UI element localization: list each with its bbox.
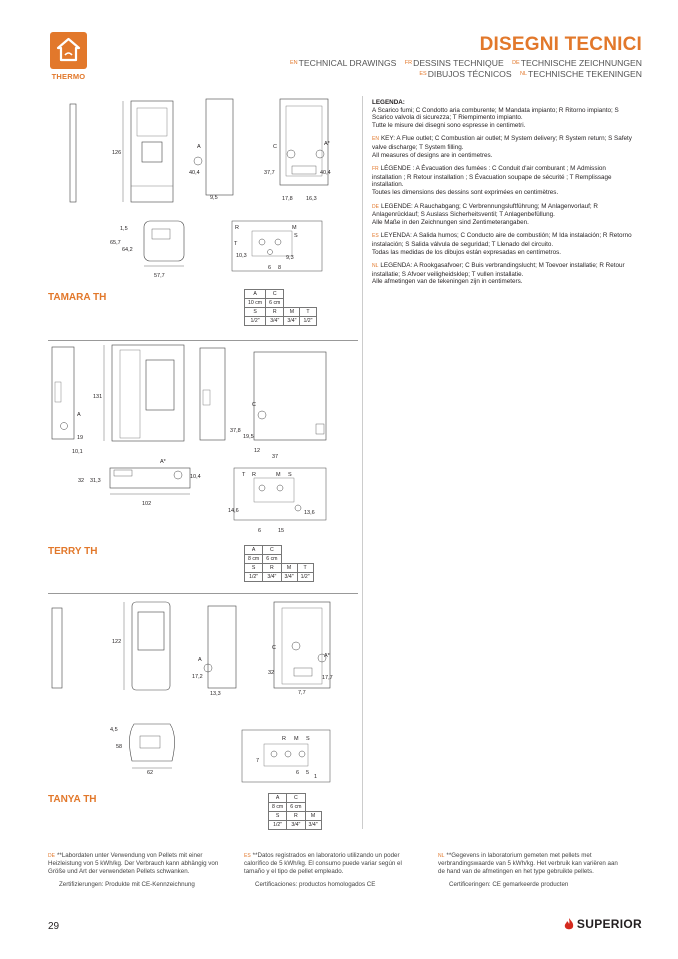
tanya-letter-m: M [294,736,299,742]
tamara-dim-c-offset: 17,8 [282,196,293,202]
tanya-dim-conn-c: 1 [314,774,318,780]
tanya-letter-s: S [306,736,310,742]
tanya-dim-conn-a: 6 [296,770,300,776]
house-icon [50,32,87,69]
tamara-dim-a-offset: 16,3 [306,196,317,202]
legend-title: LEGENDA: [372,99,405,106]
page-number: 29 [48,921,60,932]
tanya-dim-a: 17,2 [192,674,203,680]
tamara-letter-r: R [235,225,239,231]
tamara-dim-depth-body: 64,2 [122,247,133,253]
legend-de: DE LEGENDE: A Rauchabgang; C Verbrennungsluftführung; M Anlagenvorlauf; R Anlagenrücklauf; S Auslass Sicherheitsventil; T Anlagenbefüllung. Alle Maße in den Zeichnungen sind Zentimeterangaben. [372,202,598,226]
footnote-es: ES **Datos registrados en laboratorio utilizando un poder calorífico de 5 kWh/kg. El consumo puede variar según el tamaño y el tipo de pellet empleado. Certificaciones: productos homologados CE [244,852,402,889]
terry-dim-width: 102 [142,501,152,507]
legend-fr: FR LÉGENDE : A Évacuation des fumées : C Conduit d'air comburant ; M Admission installation ; R Retour installation ; S Évacuation soupape de sécurité ; T Remplissage installation. Toutes les dimensions des dessins sont exprimées en centimètres. [372,165,612,196]
tanya-drawings [48,596,358,786]
tamara-dim-c: 37,7 [264,170,275,176]
tanya-letter-r: R [282,736,286,742]
terry-letter-c: C [252,402,256,408]
tanya-dim-conn-b: 5 [306,770,310,776]
tamara-letter-s: S [294,233,298,239]
tanya-dim-a-star: 17,7 [322,675,333,681]
terry-dim-c: 37,8 [230,428,241,434]
subtitle-es: $^{ES}$DIBUJOS TÉCNICOS [419,68,512,79]
tamara-dim-height: 126 [112,150,122,156]
footnote-nl: NL **Gegevens in laboratorium gemeten met pellets met verbrandingswaarde van 5 kWh/kg. Het verbruik kan variëren aan de hand van de afmetingen en het type gebruikte pellets. Certificeringen: CE gemarkeerde producten [438,852,618,889]
tamara-dim-top: 1,5 [120,226,128,232]
terry-dim-a: 19 [77,435,84,441]
tamara-dim-a: 40,4 [189,170,200,176]
tanya-dim-c: 32 [268,670,275,676]
tamara-letter-c: C [273,144,277,150]
column-divider [362,96,363,829]
tamara-dim-t: 10,3 [236,253,247,259]
tanya-dim-depth-total: 58 [116,744,123,750]
terry-dim-depth-body: 31,3 [90,478,101,484]
tanya-dim-depth: 13,3 [210,691,221,697]
subtitle-de: $^{DE}$TECHNISCHE ZEICHNUNGEN [512,58,642,68]
terry-letter-s: S [288,472,292,478]
tanya-dim-conn-h: 7 [256,758,260,764]
terry-dim-a-star: 10,4 [190,474,201,480]
legend-es: ES LEYENDA: A Salida humos; C Conducto aire de combustión; M Ida instalación; R Retorno instalación; S Salida válvula de seguridad; T Llenado del circuito. Todas las medidas de los dibujos están expresadas en centímetros. [372,232,632,256]
terry-dim-side: 10,1 [72,449,83,455]
terry-dim-c-depth: 19,5 [243,434,254,440]
tamara-dim-s: 9,3 [286,255,294,261]
tanya-spec-table: A C 8 cm 6 cm S R M 1/2" 3/4" 3/4" [268,793,322,830]
terry-dim-conn-left: 14,6 [228,508,239,514]
tanya-letter-a: A [198,657,202,663]
terry-dim-conn-b: 15 [278,528,285,534]
tanya-dim-top: 4,5 [110,727,118,733]
tamara-dim-width: 57,7 [154,273,165,279]
terry-letter-r: R [252,472,256,478]
subtitle-list [242,58,642,79]
terry-dim-depth: 32 [78,478,85,484]
terry-letter-m: M [276,472,281,478]
tanya-dim-height: 122 [112,639,122,645]
subtitle-fr: $^{FR}$DESSINS TECHNIQUE [404,58,504,68]
tamara-dim-rm: 6 [268,265,272,271]
page-title: DISEGNI TECNICI [479,34,642,55]
terry-spec-table: A C 8 cm 6 cm S R M T 1/2" 3/4" 3/4" 1/2" [244,545,314,582]
legend-it-note: Tutte le misure dei disegni sono espresse in centimetri. [372,121,526,129]
subtitle-en: $^{EN}$TECHNICAL DRAWINGS [290,58,397,68]
model-name-tamara: TAMARA TH [48,292,107,303]
terry-dim-conn-right: 13,6 [304,510,315,516]
subtitle-nl: $^{NL}$TECHNISCHE TEKENINGEN [520,68,642,79]
model-name-terry: TERRY TH [48,546,98,557]
section-divider [48,340,358,341]
legend-nl: NL LEGENDA: A Rookgasafvoer; C Buis verbrandingslucht; M Toevoer installatie; R Retour installatie; S Afvoer veiligheidsklep; T vullen installatie. Alle afmetingen van de tekeningen zijn in centimeters. [372,262,625,286]
tamara-dim-depth-total: 65,7 [110,240,121,246]
tanya-dim-width: 62 [147,770,154,776]
tamara-letter-m: M [292,225,297,231]
tamara-letter-a-star: A* [324,141,330,147]
terry-letter-a-star: A* [160,459,166,465]
tamara-dim-rm2: 8 [278,265,282,271]
terry-drawings [48,342,358,542]
thermo-logo [50,32,87,84]
section-divider [48,593,358,594]
tamara-letter-a: A [197,144,201,150]
tamara-dim-depth: 9,5 [210,195,218,201]
logo-label: THERMO [51,72,86,81]
legend [372,99,634,292]
model-name-tanya: TANYA TH [48,794,97,805]
tanya-letter-c: C [272,645,276,651]
tanya-letter-a-star: A* [324,653,330,659]
footnote-de: DE **Labordaten unter Verwendung von Pellets mit einer Heizleistung von 5 kWh/kg. Der Verbrauch kann abhängig von Größe und Art der verwendeten Pellets schwanken. Zertifizierungen: Produkte mit CE-Kennzeichnung [48,852,219,889]
brand-name: SUPERIOR [576,917,642,931]
tamara-letter-t: T [234,241,238,247]
footnotes [48,852,634,900]
terry-dim-conn-a: 6 [258,528,262,534]
tamara-dim-a-star: 40,4 [320,170,331,176]
terry-dim-height: 131 [93,394,103,400]
tanya-dim-conn: 7,7 [298,690,306,696]
terry-letter-t: T [242,472,246,478]
tamara-spec-table: A C 10 cm 6 cm S R M T 1/2" 3/4" 3/4" 1/2" [244,289,317,326]
terry-letter-a: A [77,412,81,418]
tamara-drawings [48,96,358,286]
superior-logo [564,917,642,931]
terry-dim-back: 37 [272,454,279,460]
terry-dim-offset: 12 [254,448,261,454]
legend-en: EN KEY: A Flue outlet; C Combustion air outlet; M System delivery; R System return; S Safety valve discharge; T System filling. All measures of designs are in centimetres. [372,135,632,159]
flame-icon [564,918,574,931]
legend-it [372,99,634,129]
legend-it-text: A Scarico fumi; C Condotto aria comburente; M Mandata impianto; R Ritorno impianto; S Scarico valvola di sicurezza; T Riempimento impianto. [372,106,619,122]
